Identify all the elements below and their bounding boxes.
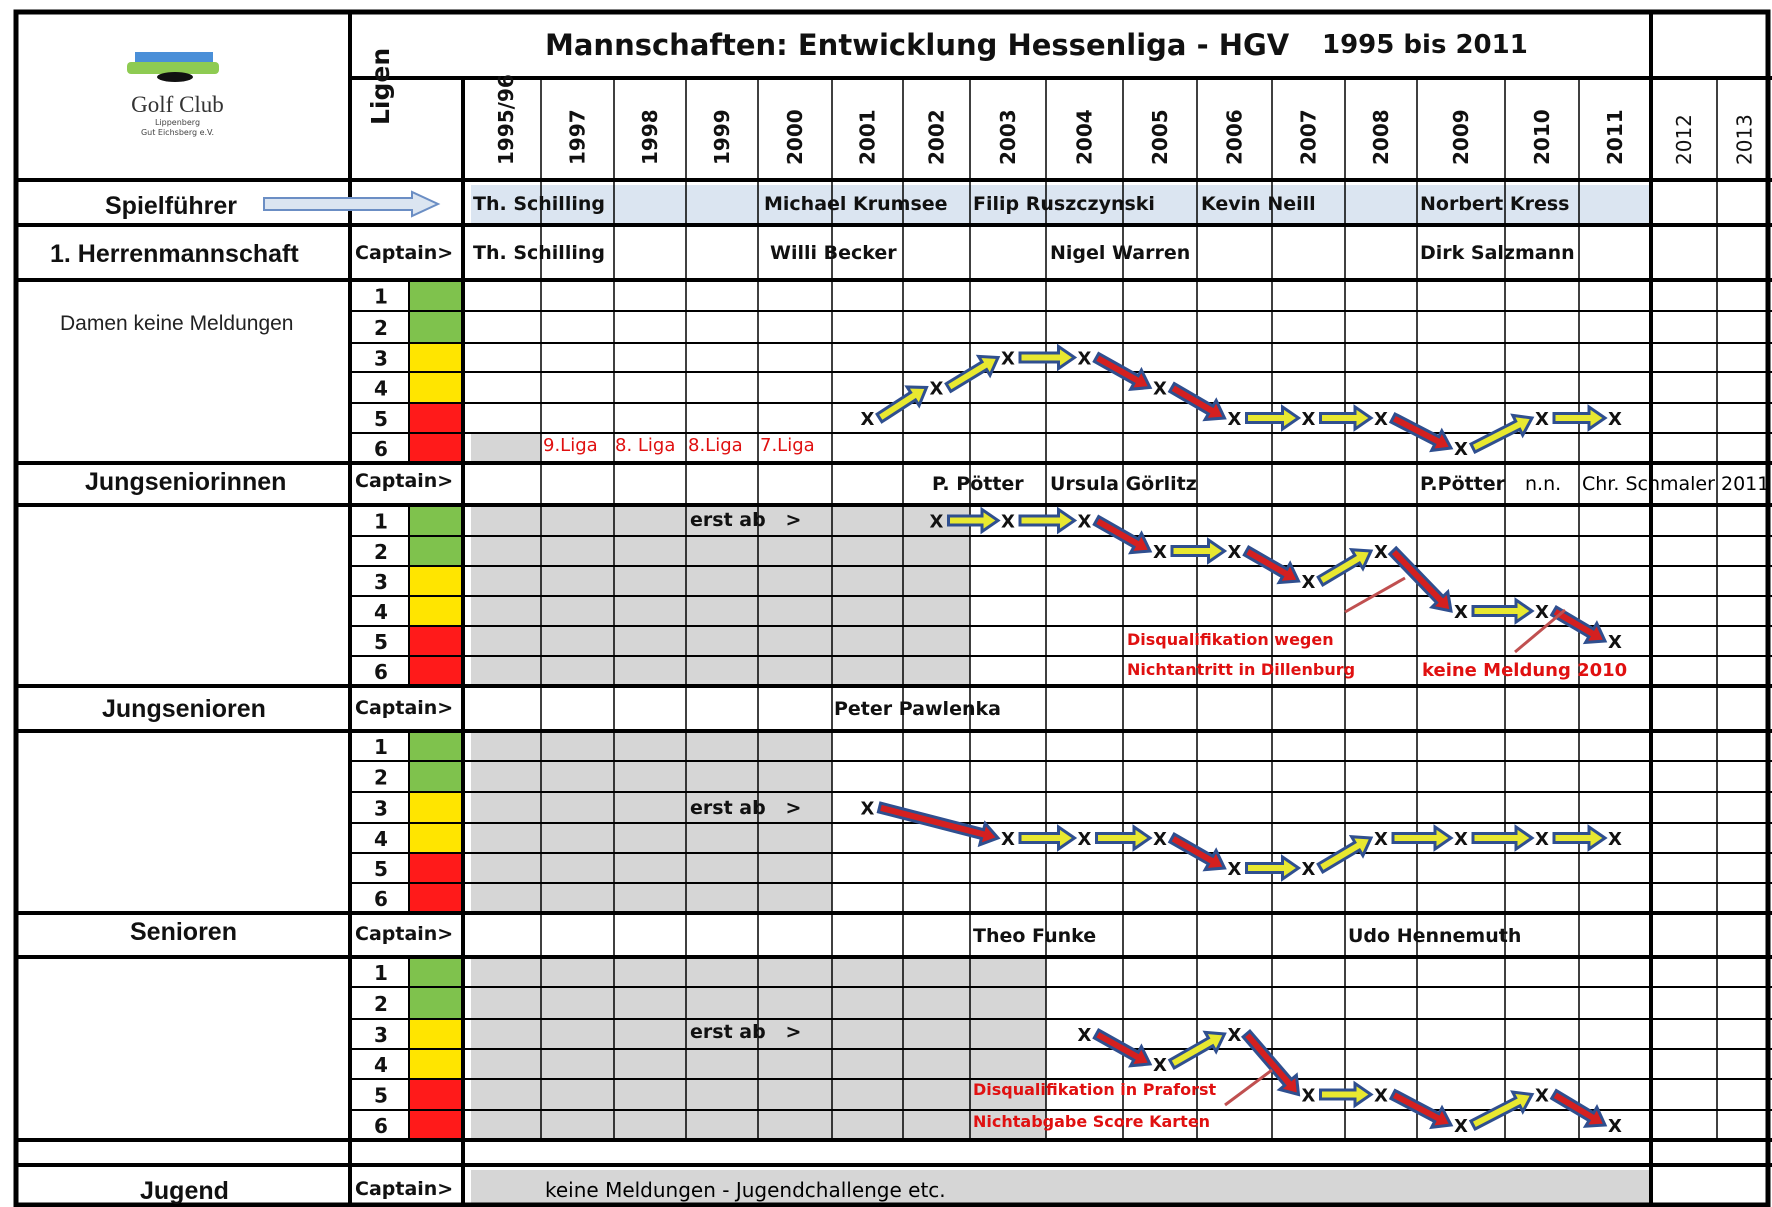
spielfuehrer-name: Michael Krumsee xyxy=(764,193,948,215)
trajectory-arrow xyxy=(1020,827,1075,849)
league-marker: X xyxy=(1301,409,1316,430)
league-marker: X xyxy=(1608,409,1622,430)
league-row-number: 4 xyxy=(374,376,388,401)
league-row-number: 5 xyxy=(374,1083,388,1108)
league-tag: 9.Liga xyxy=(543,435,598,456)
trajectory-arrow xyxy=(1473,827,1532,849)
league-marker: X xyxy=(1535,602,1549,623)
spielfuehrer-name: Th. Schilling xyxy=(473,193,605,215)
league-row-number: 1 xyxy=(374,961,388,985)
league-color-box xyxy=(409,987,463,1019)
logo-title: Golf Club xyxy=(131,92,224,117)
league-row-number: 1 xyxy=(374,509,388,534)
year-header: 1998 xyxy=(638,109,662,165)
league-color-box xyxy=(409,566,463,596)
league-marker: X xyxy=(1001,348,1015,370)
league-color-box xyxy=(409,626,463,656)
trajectory-arrow xyxy=(1390,548,1451,611)
league-marker: X xyxy=(1227,1025,1242,1046)
trajectory-arrow xyxy=(1020,347,1075,369)
year-header: 1999 xyxy=(710,109,734,165)
league-marker: X xyxy=(1227,409,1242,430)
league-marker: X xyxy=(1301,572,1316,593)
start-note: erst ab > xyxy=(690,797,802,819)
captain-name: Udo Hennemuth xyxy=(1348,925,1522,947)
league-row-number: 6 xyxy=(374,437,388,461)
captain-label: Captain> xyxy=(355,1178,454,1200)
league-marker: X xyxy=(1077,348,1092,370)
league-tag: 8. Liga xyxy=(615,435,676,456)
section-label-jungseniorinnen: Jungseniorinnen xyxy=(85,468,287,496)
league-color-box xyxy=(409,536,463,566)
trajectory-arrow xyxy=(1094,1030,1150,1066)
league-row-number: 3 xyxy=(374,1023,388,1047)
league-row-number: 5 xyxy=(374,857,388,881)
spielfuehrer-name: Norbert Kress xyxy=(1420,193,1570,215)
annotation-note: Nichtantritt in Dillenburg xyxy=(1127,660,1356,679)
golf-hole-icon xyxy=(157,72,193,82)
league-color-box xyxy=(409,433,463,463)
league-row-number: 6 xyxy=(374,1114,388,1138)
league-marker: X xyxy=(1153,1055,1167,1076)
year-header: 2012 xyxy=(1672,114,1696,165)
captain-name: Dirk Salzmann xyxy=(1420,242,1575,264)
trajectory-arrow xyxy=(1393,827,1451,849)
section-label-herren: 1. Herrenmannschaft xyxy=(50,240,299,268)
league-marker: X xyxy=(929,511,944,533)
annotation-note: Disqualifikation wegen xyxy=(1127,630,1334,649)
start-note: erst ab > xyxy=(690,509,802,531)
year-header: 2002 xyxy=(924,109,949,165)
section-label-jungsenioren: Jungsenioren xyxy=(102,695,266,723)
league-marker: X xyxy=(1153,829,1167,850)
logo-line2: Gut Eichsberg e.V. xyxy=(140,128,215,137)
league-row-number: 3 xyxy=(374,346,388,371)
year-header: 2009 xyxy=(1449,109,1473,165)
year-header: 2013 xyxy=(1732,114,1757,165)
league-marker: X xyxy=(1374,1085,1388,1107)
league-row-number: 5 xyxy=(374,630,388,654)
ligen-label: Ligen xyxy=(366,47,395,125)
league-color-box xyxy=(409,761,463,792)
league-row-number: 4 xyxy=(374,600,388,624)
annotation-pointer xyxy=(1225,1070,1272,1105)
league-marker: X xyxy=(929,378,944,400)
captain-label: Captain> xyxy=(355,242,454,264)
league-marker: X xyxy=(1454,1116,1468,1137)
year-header: 2011 xyxy=(1603,109,1627,165)
year-header: 2003 xyxy=(996,109,1020,165)
section-label-jugend: Jugend xyxy=(140,1177,229,1205)
league-color-box xyxy=(409,656,463,686)
annotation-note: Nichtabgabe Score Karten xyxy=(973,1112,1211,1131)
league-marker: X xyxy=(860,798,875,820)
captain-label: Captain> xyxy=(355,697,454,719)
league-row-number: 2 xyxy=(374,992,388,1016)
league-marker: X xyxy=(1153,542,1167,563)
year-header: 2004 xyxy=(1072,109,1097,165)
logo-line1: Lippenberg xyxy=(154,118,201,127)
league-marker: X xyxy=(1454,439,1468,460)
league-marker: X xyxy=(1227,859,1242,880)
annotation-note: Disqualifikation in Praforst xyxy=(973,1080,1217,1099)
year-header: 2001 xyxy=(855,109,880,165)
captain-label: Captain> xyxy=(355,470,454,492)
league-marker: X xyxy=(1374,829,1388,850)
league-tag: 8.Liga xyxy=(688,435,743,456)
league-color-box xyxy=(409,1019,463,1049)
captain-name: P.Pötter xyxy=(1420,473,1506,495)
league-row-number: 3 xyxy=(374,570,388,594)
league-color-box xyxy=(409,403,463,433)
league-color-box xyxy=(409,505,463,536)
captain-name: Willi Becker xyxy=(770,242,897,264)
page-title: Mannschaften: Entwicklung Hessenliga - HGV xyxy=(545,28,1290,62)
trajectory-arrow xyxy=(1172,540,1225,562)
year-header: 2005 xyxy=(1148,109,1172,165)
trajectory-arrow xyxy=(1473,600,1532,622)
league-tag: 7.Liga xyxy=(760,435,815,456)
captain-label: Captain> xyxy=(355,923,454,945)
league-marker: X xyxy=(1077,511,1092,533)
league-marker: X xyxy=(1001,829,1015,850)
league-row-number: 2 xyxy=(374,316,388,340)
start-note: erst ab > xyxy=(690,1021,802,1043)
year-header: 2010 xyxy=(1530,109,1554,165)
league-color-box xyxy=(409,343,463,372)
year-header: 1995/96 xyxy=(494,74,518,165)
league-color-box xyxy=(409,311,463,343)
section-note-damen: Damen keine Meldungen xyxy=(60,312,294,335)
league-row-number: 4 xyxy=(374,827,388,851)
league-row-number: 2 xyxy=(374,765,388,790)
league-row-number: 6 xyxy=(374,887,388,911)
section-label-senioren: Senioren xyxy=(130,918,237,946)
league-color-box xyxy=(409,731,463,761)
league-marker: X xyxy=(1608,632,1622,653)
league-marker: X xyxy=(1301,1085,1316,1107)
spielfuehrer-label: Spielführer xyxy=(105,192,237,220)
year-header: 2000 xyxy=(783,109,807,165)
league-color-box xyxy=(409,853,463,883)
league-marker: X xyxy=(1374,542,1388,563)
captain-name: P. Pötter xyxy=(932,473,1024,495)
league-color-box xyxy=(409,596,463,626)
league-marker: X xyxy=(1535,1085,1549,1107)
captain-name: Peter Pawlenka xyxy=(834,698,1001,720)
spielfuehrer-name: Kevin Neill xyxy=(1201,193,1316,215)
league-marker: X xyxy=(1608,829,1622,850)
league-row-number: 1 xyxy=(374,735,388,759)
league-row-number: 1 xyxy=(374,284,388,309)
trajectory-arrow xyxy=(1020,510,1075,532)
year-header: 2007 xyxy=(1296,109,1321,165)
captain-name: n.n. xyxy=(1525,473,1562,495)
logo xyxy=(95,52,260,142)
year-header: 2006 xyxy=(1222,109,1247,165)
league-color-box xyxy=(409,372,463,403)
spielfuehrer-name: Filip Ruszczynski xyxy=(973,193,1155,215)
trajectory-arrow xyxy=(946,356,998,391)
league-row-number: 4 xyxy=(374,1053,388,1077)
league-marker: X xyxy=(1535,829,1549,850)
league-marker: X xyxy=(1374,409,1388,430)
league-marker: X xyxy=(1301,859,1316,880)
captain-name: Chr. Schmaler 2011 xyxy=(1582,473,1770,495)
year-header: 2008 xyxy=(1369,109,1393,165)
trajectory-arrow xyxy=(1094,517,1150,553)
league-row-number: 6 xyxy=(374,660,388,684)
grey-cell xyxy=(471,433,541,463)
golf-flag-icon xyxy=(135,52,213,62)
league-color-box xyxy=(409,957,463,987)
league-marker: X xyxy=(1077,1025,1092,1046)
league-color-box xyxy=(409,823,463,853)
league-marker: X xyxy=(860,409,875,430)
league-color-box xyxy=(409,1110,463,1140)
league-marker: X xyxy=(1454,829,1468,850)
captain-name: Ursula Görlitz xyxy=(1050,473,1197,495)
league-color-box xyxy=(409,792,463,823)
league-marker: X xyxy=(1535,409,1549,430)
league-marker: X xyxy=(1227,542,1242,563)
league-marker: X xyxy=(1153,378,1167,400)
annotation-note: keine Meldung 2010 xyxy=(1422,660,1628,681)
league-color-box xyxy=(409,1079,463,1110)
league-row-number: 3 xyxy=(374,796,388,821)
league-row-number: 2 xyxy=(374,540,388,564)
league-marker: X xyxy=(1001,511,1015,533)
league-color-box xyxy=(409,280,463,311)
league-marker: X xyxy=(1608,1116,1622,1137)
jugend-note: keine Meldungen - Jugendchallenge etc. xyxy=(545,1178,946,1202)
year-header: 1997 xyxy=(565,109,590,165)
year-range: 1995 bis 2011 xyxy=(1322,30,1528,60)
league-row-number: 5 xyxy=(374,407,388,431)
trajectory-arrow xyxy=(877,387,926,422)
league-marker: X xyxy=(1454,602,1468,623)
captain-name: Th. Schilling xyxy=(473,242,605,264)
league-color-box xyxy=(409,1049,463,1079)
league-marker: X xyxy=(1077,829,1092,850)
right-arrow-icon xyxy=(262,190,442,218)
league-color-box xyxy=(409,883,463,913)
trajectory-arrow xyxy=(1391,1091,1451,1128)
captain-name: Nigel Warren xyxy=(1050,242,1191,264)
captain-name: Theo Funke xyxy=(973,925,1097,947)
